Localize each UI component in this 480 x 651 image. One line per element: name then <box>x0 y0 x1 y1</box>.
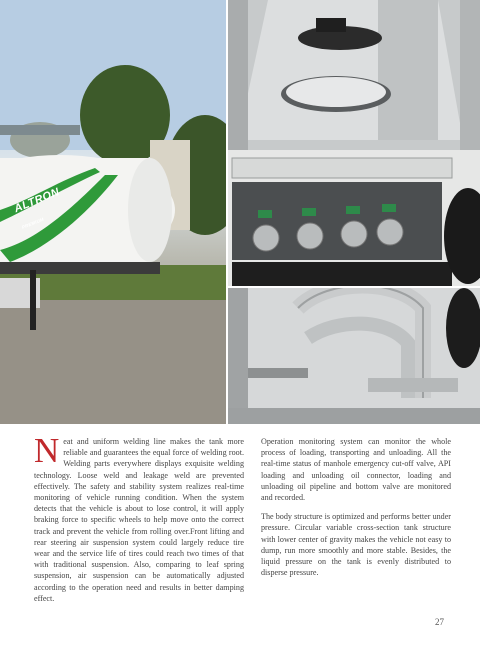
tank-trailer-photo <box>0 0 226 424</box>
left-paragraph-body: eat and uniform welding line makes the tank more reliable and guarantees the equal force of welding root. Welding parts everywhere displays exquisite welding technology. Loose weld and leakage weld are prevented effectively. The safety and stability system realizes real-time monitoring of vehicle running condition. When the system detects that the vehicle is about to lose control, it will apply braking force to specific wheels to help move onto the correct track and prevent the vehicle from rolling over.Front lifting and rear steering air suspension system could largely reduce tire wear and the service life of tires could reach two times of that with traditional suspension. Also, comparing to leaf spring suspension, air suspension can be automatically adjusted according to the operation need and results in better damping effect. <box>34 437 244 603</box>
page-number: 27 <box>435 617 444 627</box>
left-paragraph <box>34 431 244 604</box>
right-paragraph-1: Operation monitoring system can monitor the whole process of loading, transporting and unloading. All the real-time status of manhole emergency cut-off valve, API loading and unloading oil connector, loading and unloading oil pipeline and bottom valve are monitored and recorded. <box>261 437 451 503</box>
pipeline-photo <box>228 288 480 424</box>
right-paragraph-2: The body structure is optimized and performs better under pressure. Circular variable cross-section tank structure with lower center of gravity makes the vehicle not easy to dump, run more smoothly and more stable. Besides, the liquid pressure on the tank is evenly distributed to disperse pressure. <box>261 512 451 578</box>
tank-top-valves-photo <box>228 0 480 286</box>
logo-text: ALTRON <box>12 186 62 216</box>
right-text-column <box>261 436 451 586</box>
left-text-column <box>34 431 244 612</box>
drop-cap: N <box>34 431 60 470</box>
logo-subtext: PREMIUM <box>21 216 45 230</box>
